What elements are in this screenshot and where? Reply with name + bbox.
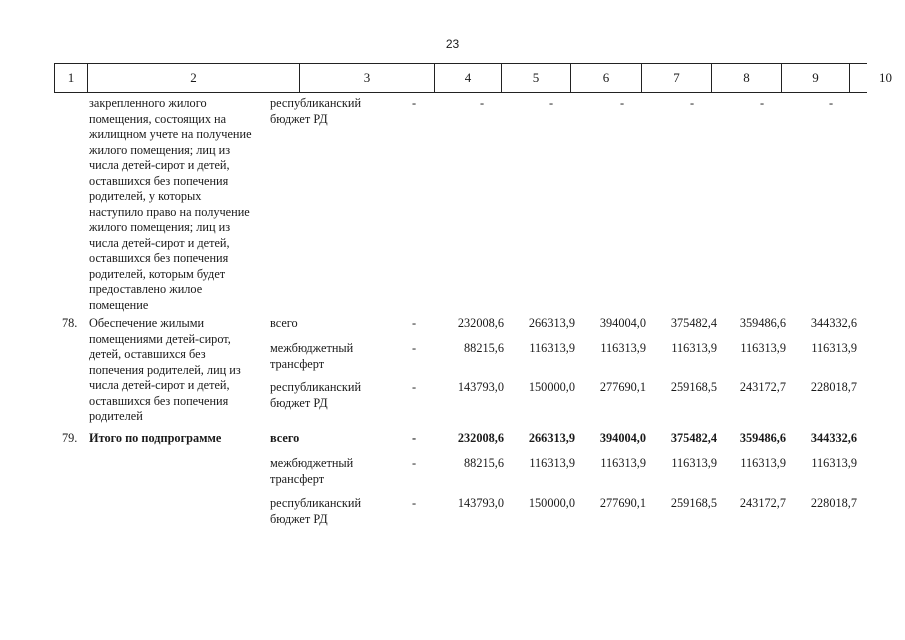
row-78-line-1-col-10: 344332,6 [810,316,857,330]
row-79-line-3-col-6: 150000,0 [528,496,575,510]
row-79-line-1-col-8: 375482,4 [670,431,717,445]
cont-description-line: оставшихся без попечения [89,173,229,188]
row-78-line-1-col-5: 232008,6 [457,316,504,330]
row-79-source-line: республиканский [270,496,362,510]
row-78-description-line: попечения родителей, лиц из [89,362,241,377]
row-79-line-1-col-4: - [411,431,417,445]
row-78-source-line: трансферт [270,356,325,371]
row-79-line-1-col-5: 232008,6 [457,431,504,445]
cont-description-line: жилищном учете на получение [89,127,252,141]
row-79-line-2-col-6: 116313,9 [529,456,575,470]
row-78-line-2-col-6: 116313,9 [529,341,575,355]
row-78-line-3-col-6: 150000,0 [528,380,575,394]
row-79-line-3-col-4: - [411,496,417,510]
cont-source-line: бюджет РД [270,111,328,126]
row-78-line-2-col-9: 116313,9 [740,341,786,355]
cont-description-line: родителей, у которых [89,189,202,203]
row-79-line-1-col-7: 394004,0 [599,431,646,445]
cont-col-10: - [828,96,834,110]
cont-description-line: жилого помещения; лиц из [89,142,231,157]
row-78-line-1-col-8: 375482,4 [670,316,717,330]
row-78-description-line: помещениями детей-сирот, [89,331,231,346]
cont-description-line: наступило право на получение [89,204,250,219]
cont-col-9: - [759,96,765,110]
cont-description-line: закрепленного жилого [89,96,207,110]
row-78-number: 78. [62,316,78,330]
header-cell-7: 7 [642,64,712,92]
row-79-line-2-col-4: - [411,456,417,470]
row-79-line-2-col-8: 116313,9 [671,456,717,470]
row-79-line-2-col-10: 116313,9 [811,456,857,470]
row-79-line-2-col-5: 88215,6 [464,456,504,470]
cont-col-6: - [548,96,554,110]
row-78-description-line: Обеспечение жилыми [89,316,205,330]
row-78-source-line: бюджет РД [270,395,328,410]
row-78-line-3-col-5: 143793,0 [457,380,504,394]
row-79-line-2-col-7: 116313,9 [600,456,646,470]
header-cell-5: 5 [502,64,571,92]
row-79-line-1-col-6: 266313,9 [528,431,575,445]
header-cell-9: 9 [782,64,850,92]
cont-description-line: помещения, состоящих на [89,111,227,126]
row-79-line-3-col-9: 243172,7 [739,496,786,510]
row-78-line-2-col-5: 88215,6 [464,341,504,355]
row-79-description: Итого по подпрограмме [89,431,222,445]
cont-description-line: числа детей-сирот и детей, [89,158,230,172]
row-79-source-line: трансферт [270,471,325,486]
row-78-description-line: числа детей-сирот и детей, [89,378,230,392]
row-78-line-1-col-6: 266313,9 [528,316,575,330]
header-cell-4: 4 [435,64,502,92]
row-78-description-line: родителей [89,409,143,423]
row-78-line-2-col-4: - [411,341,417,355]
cont-col-7: - [619,96,625,110]
row-79-source-line: межбюджетный [270,456,354,470]
page-number: 23 [445,37,460,51]
table-header-row [54,63,892,93]
row-78-line-1-col-7: 394004,0 [599,316,646,330]
cont-description-line: родителей, которым будет [89,266,226,281]
header-cell-10: 10 [850,64,905,92]
row-78-source-line: межбюджетный [270,341,354,355]
row-79-line-3-col-8: 259168,5 [670,496,717,510]
header-cell-1: 1 [55,64,88,92]
cont-description-line: жилого помещения; лиц из [89,220,231,234]
header-cell-3: 3 [300,64,435,92]
row-79-source-line: всего [270,431,300,445]
row-78-line-2-col-10: 116313,9 [811,341,857,355]
row-79-line-1-col-10: 344332,6 [810,431,857,445]
header-cell-8: 8 [712,64,782,92]
row-78-source-line: республиканский [270,380,362,394]
cont-col-8: - [689,96,695,110]
cont-col-5: - [479,96,485,110]
row-78-description-line: оставшихся без попечения [89,393,229,408]
row-78-line-1-col-9: 359486,6 [739,316,786,330]
row-78-line-3-col-9: 243172,7 [739,380,786,394]
cont-description-line: числа детей-сирот и детей, [89,235,230,250]
cont-description-line: предоставлено жилое [89,282,203,296]
row-79-line-3-col-5: 143793,0 [457,496,504,510]
row-78-line-3-col-10: 228018,7 [810,380,857,394]
row-78-line-2-col-7: 116313,9 [600,341,646,355]
row-79-line-3-col-10: 228018,7 [810,496,857,510]
cont-description-line: оставшихся без попечения [89,251,229,265]
row-79-line-2-col-9: 116313,9 [740,456,786,470]
row-79-line-3-col-7: 277690,1 [599,496,646,510]
cont-source-line: республиканский [270,96,362,110]
row-78-line-3-col-4: - [411,380,417,394]
row-79-source-line: бюджет РД [270,511,328,526]
cont-description-line: помещение [89,297,149,312]
row-78-source-line: всего [270,316,298,330]
row-78-line-1-col-4: - [411,316,417,330]
row-78-line-3-col-7: 277690,1 [599,380,646,394]
header-cell-2: 2 [88,64,300,92]
row-78-description-line: детей, оставшихся без [89,347,206,361]
row-78-line-3-col-8: 259168,5 [670,380,717,394]
row-78-line-2-col-8: 116313,9 [671,341,717,355]
cont-col-4: - [411,96,417,110]
header-cell-6: 6 [571,64,642,92]
row-79-number: 79. [62,431,78,445]
row-79-line-1-col-9: 359486,6 [739,431,786,445]
